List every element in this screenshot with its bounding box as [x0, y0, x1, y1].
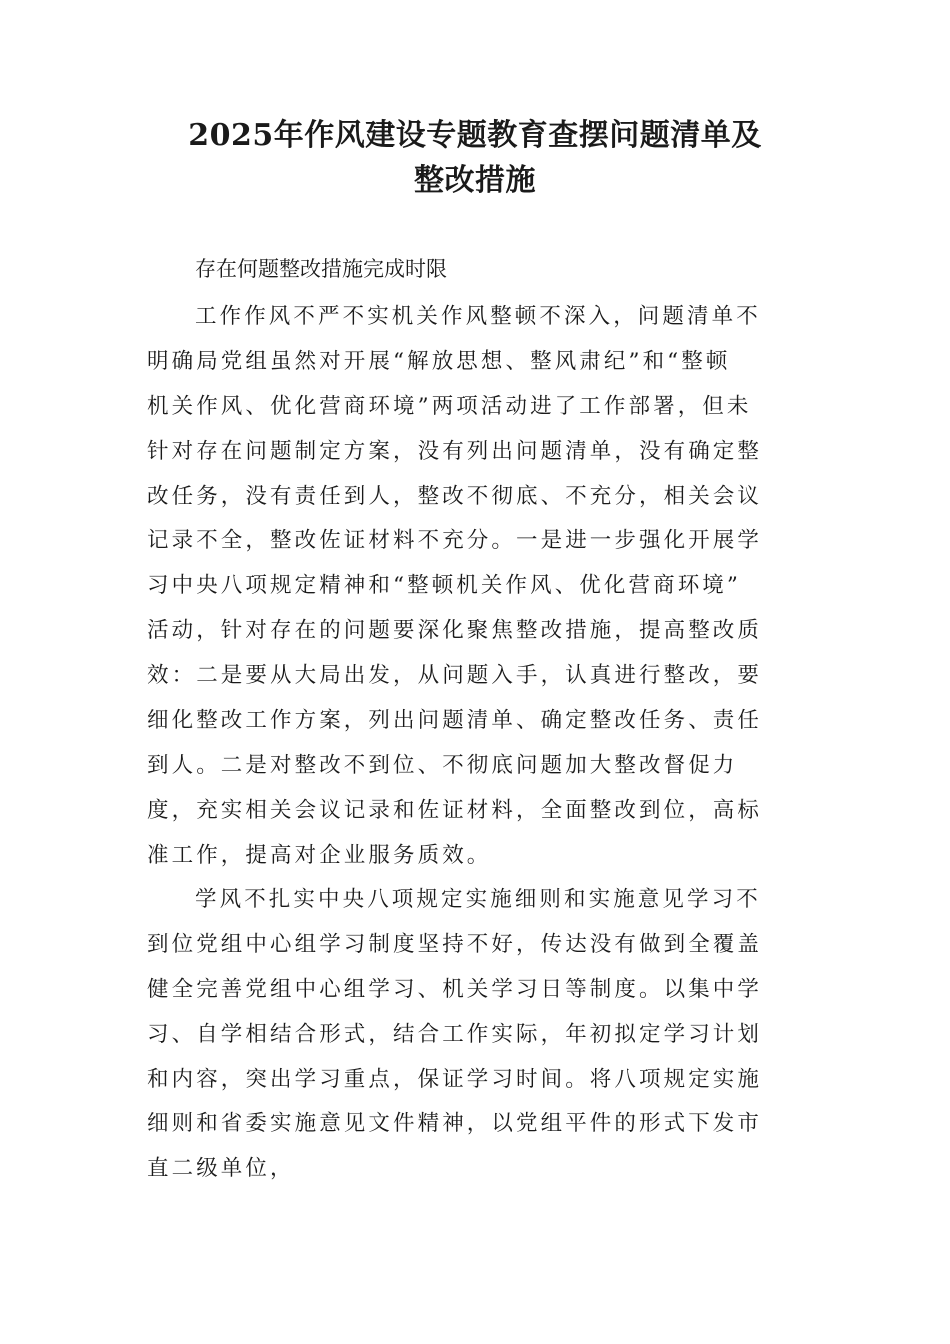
paragraph-line: 细则和省委实施意见文件精神，以党组平件的形式下发市: [147, 1111, 763, 1137]
paragraph-line: 习中央八项规定精神和“整顿机关作风、优化营商环境”: [147, 573, 741, 599]
paragraph-line: 直二级单位，: [147, 1156, 295, 1182]
paragraph-line: 习、自学相结合形式，结合工作实际，年初拟定学习计划: [147, 1021, 763, 1047]
paragraph-line: 准工作，提高对企业服务质效。: [147, 842, 492, 868]
paragraph-line: 细化整改工作方案，列出问题清单、确定整改任务、责任: [147, 708, 763, 734]
section-subheading: 存在何题整改措施完成时限: [195, 257, 447, 281]
paragraph-line: 记录不全，整改佐证材料不充分。一是进一步强化开展学: [147, 528, 763, 554]
paragraph-line: 度，充实相关会议记录和佐证材料，全面整改到位，高标: [147, 797, 763, 823]
paragraph-line: 健全完善党组中心组学习、机关学习日等制度。以集中学: [147, 976, 763, 1002]
paragraph-line: 效：二是要从大局出发，从问题入手，认真进行整改，要: [147, 663, 763, 689]
body-paragraph: [147, 878, 807, 1192]
paragraph-line: 机关作风、优化营商环境”两项活动进了工作部署，但未: [147, 393, 752, 419]
document-title: [100, 113, 850, 203]
title-line: 整改措施: [414, 162, 536, 198]
paragraph-line: 到位党组中心组学习制度坚持不好，传达没有做到全覆盖: [147, 931, 763, 957]
paragraph-line: 到人。二是对整改不到位、不彻底问题加大整改督促力: [147, 752, 738, 778]
paragraph-line: 学风不扎实中央八项规定实施细则和实施意见学习不: [195, 887, 761, 912]
paragraph-line: 和内容，突出学习重点，保证学习时间。将八项规定实施: [147, 1066, 763, 1092]
paragraph-line: 针对存在问题制定方案，没有列出问题清单，没有确定整: [147, 438, 763, 464]
paragraph-line: 明确局党组虽然对开展“解放思想、整风肃纪”和“整顿: [147, 348, 731, 374]
body-paragraph: [147, 295, 807, 879]
paragraph-line: 活动，针对存在的问题要深化聚焦整改措施，提高整改质: [147, 618, 763, 644]
title-line: 2025年作风建设专题教育查摆问题清单及: [188, 118, 762, 153]
paragraph-line: 改任务，没有责任到人，整改不彻底、不充分，相关会议: [147, 483, 763, 509]
paragraph-line: 工作作风不严不实机关作风整顿不深入，问题清单不: [195, 304, 761, 329]
